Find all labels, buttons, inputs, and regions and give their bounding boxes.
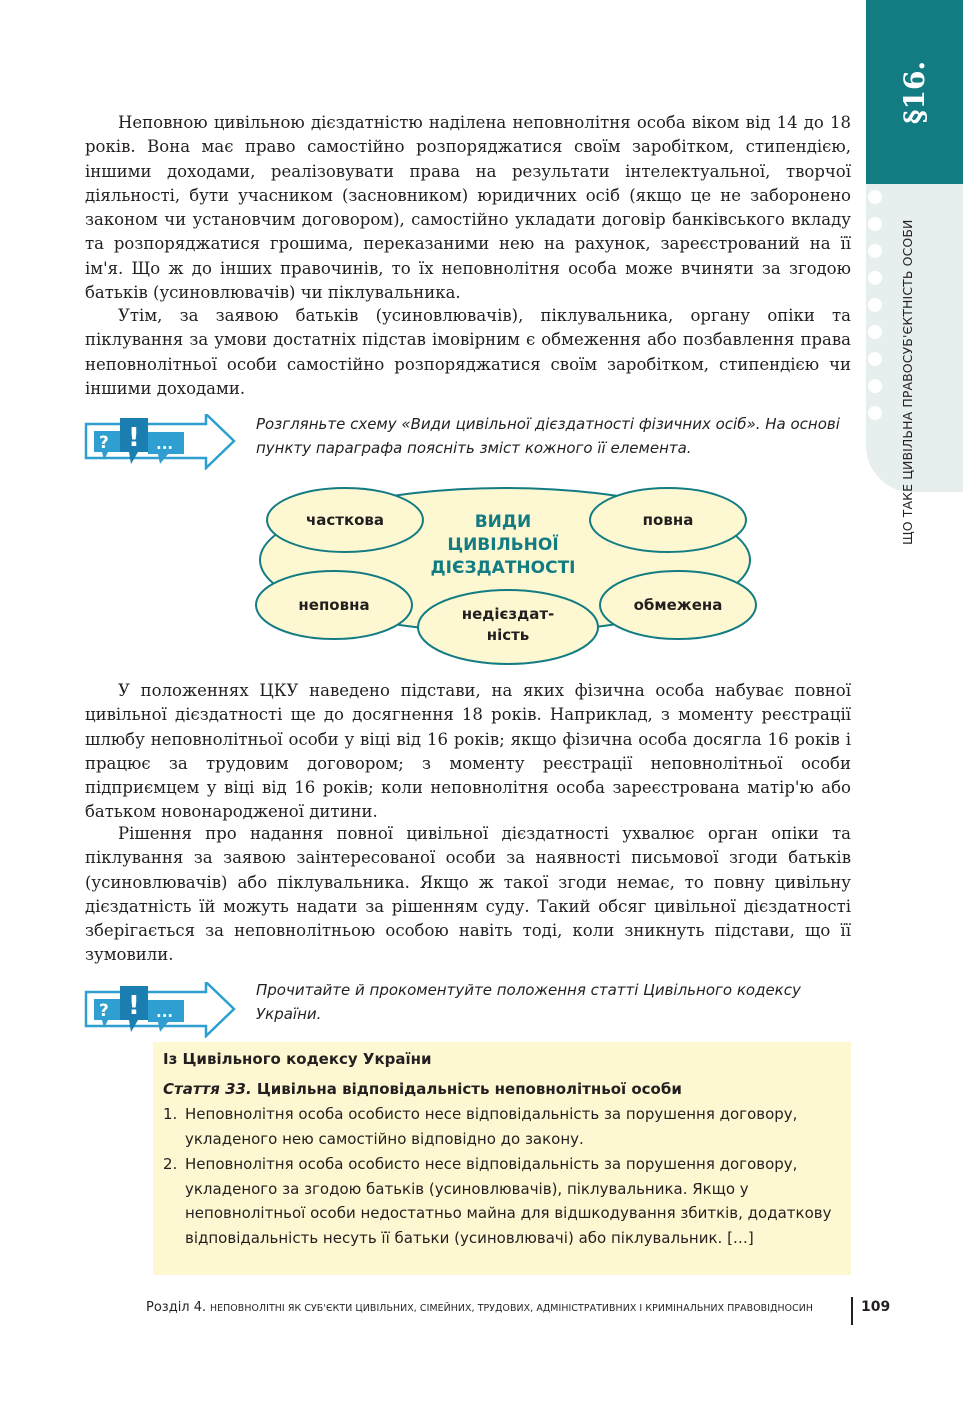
binder-hole [868, 298, 882, 312]
binder-hole [868, 190, 882, 204]
diagram-center-label [418, 511, 588, 580]
label-incomplete: неповна [298, 596, 370, 614]
article-heading [163, 1077, 682, 1101]
footer-part: Розділ 4. [146, 1300, 207, 1315]
binder-hole [868, 325, 882, 339]
article-item [163, 1152, 843, 1250]
svg-text:!: ! [128, 423, 140, 453]
civil-code-excerpt [153, 1042, 851, 1275]
article-item-number: 2. [163, 1155, 178, 1173]
discussion-task-icon [84, 982, 236, 1038]
page-number: 109 [861, 1299, 891, 1315]
binder-hole [868, 406, 882, 420]
svg-text:!: ! [128, 991, 140, 1021]
article-title: Цивільна відповідальність неповнолітньої особи [251, 1080, 682, 1098]
article-item-number: 1. [163, 1105, 178, 1123]
excerpt-heading: Із Цивільного кодексу України [163, 1050, 432, 1068]
section-number-text: §16. [897, 60, 931, 124]
article-item-text: Неповнолітня особа особисто несе відповідальність за порушення договору, укладеного нею самостійно відповідно до закону. [185, 1105, 798, 1148]
task-1-text: Розгляньте схему «Види цивільної дієздатності фізичних осіб». На основі пункту параграфа поясніть зміст кожного її елемента. [256, 415, 840, 457]
label-full: повна [642, 511, 694, 529]
binder-hole [868, 379, 882, 393]
svg-text:...: ... [156, 1003, 174, 1021]
article-label: Стаття 33. [163, 1080, 252, 1098]
label-incapacity [418, 604, 598, 646]
svg-text:?: ? [99, 1001, 109, 1021]
paragraph-4: Рішення про надання повної цивільної дієздатності ухвалює орган опіки та піклування за заявою заінтересованої особи за наявності письмової згоди батьків (усиновлювачів) або піклувальника. Якщо ж такої згоди немає, то повну цивільну дієздатність їй можуть надати за рішенням суду. Такий обсяг цивільної дієздатності зберігається за неповнолітньою особою навіть тоді, коли зникнуть підстави, що її зумовили. [85, 824, 851, 965]
label-partial: часткова [305, 511, 385, 529]
page-footer [146, 1296, 813, 1318]
binder-hole [868, 217, 882, 231]
svg-text:...: ... [156, 435, 174, 453]
article-item-text: Неповнолітня особа особисто несе відповідальність за порушення договору, укладеного за згодою батьків (усиновлювачів), піклувальника. Якщо у неповнолітньої особи недостатньо майна для відшкодування збитків, додаткову відповідальність несуть її батьки (усиновлювачі) або піклувальник. […] [185, 1155, 832, 1247]
binder-hole [868, 271, 882, 285]
center-line-3: ДІЄЗДАТНОСТІ [430, 558, 576, 578]
binder-hole [868, 244, 882, 258]
task-2-text: Прочитайте й прокоментуйте положення статті Цивільного кодексу України. [256, 981, 801, 1023]
binder-hole [868, 352, 882, 366]
article-item [163, 1102, 843, 1151]
capacity-types-diagram [250, 478, 760, 668]
paragraph-2: Утім, за заявою батьків (усиновлювачів), піклувальника, органу опіки та піклування за умови достатніх підстав імовірним є обмеження або позбавлення права неповнолітньої особи самостійно розпоряджатися своїм заробітком, стипендією чи іншими доходами. [85, 306, 851, 398]
paragraph-1: Неповною цивільною дієздатністю наділена неповнолітня особа віком від 14 до 18 років. Вона має право самостійно розпоряджатися своїм заробітком, стипендією, іншими доходами, реалізовувати права на результати інтелектуальної, творчої діяльності, бути учасником (засновником) юридичних осіб (якщо це не заборонено законом чи установчим договором), самостійно укладати договір банківського вкладу та розпоряджатися грошима, переказаними нею на рахунок, зареєстрований на її ім'я. Що ж до інших правочинів, то їх неповнолітня особа може вчиняти за згодою батьків (усиновлювачів) чи піклувальника. [85, 113, 851, 303]
label-incapacity-line-1: недієздат- [461, 605, 555, 623]
center-line-2: ЦИВІЛЬНОЇ [447, 535, 559, 555]
paragraph-3: У положеннях ЦКУ наведено підстави, на яких фізична особа набуває повної цивільної дієздатності ще до досягнення 18 років. Наприклад, з моменту реєстрації шлюбу неповнолітньої особи у віці від 16 років; якщо фізична особа досягла 16 років і працює за трудовим договором; з моменту реєстрації неповнолітньої особи підприємцем у віці від 16 років; коли неповнолітня особа зареєстрована матір'ю або батьком новонародженої дитини. [85, 681, 851, 822]
svg-text:?: ? [99, 433, 109, 453]
label-incapacity-line-2: ність [486, 626, 530, 644]
section-title-vertical: ЩО ТАКЕ ЦИВІЛЬНА ПРАВОСУБ'ЄКТНІСТЬ ОСОБИ [900, 219, 915, 545]
footer-divider [851, 1297, 853, 1325]
label-limited: обмежена [633, 596, 723, 614]
discussion-task-icon [84, 414, 236, 470]
center-line-1: ВИДИ [474, 512, 532, 532]
binder-holes [868, 190, 888, 430]
footer-chapter: НЕПОВНОЛІТНІ ЯК СУБ'ЄКТИ ЦИВІЛЬНИХ, СІМЕЙНИХ, ТРУДОВИХ, АДМІНІСТРАТИВНИХ І КРИМІНАЛЬНИХ ПРАВОВІДНОСИН [209, 1303, 814, 1314]
